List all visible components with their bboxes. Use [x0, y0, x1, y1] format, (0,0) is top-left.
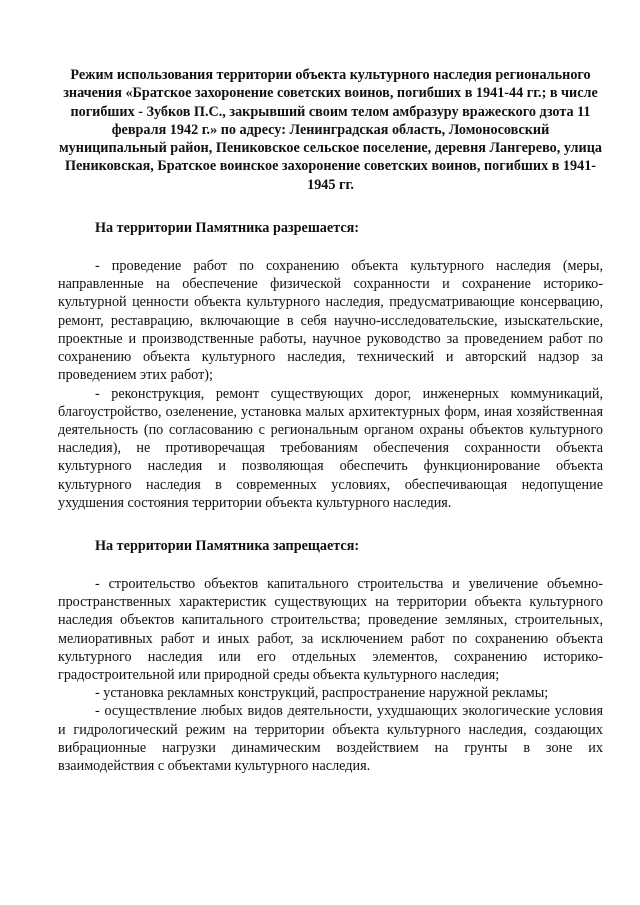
allowed-list — [58, 257, 603, 512]
forbidden-item: - строительство объектов капитального строительства и увеличение объемно-пространственных характеристик существующих на территории объекта культурного наследия объектов капитального строительства; проведение земляных, строительных, мелиоративных работ и иных работ, за исключением работ по сохранению объекта культурного наследия или его отдельных элементов, сохранению историко-градостроительной или природной среды объекта культурного наследия; — [58, 575, 603, 683]
document-page — [58, 66, 603, 775]
allowed-item: - реконструкция, ремонт существующих дорог, инженерных коммуникаций, благоустройство, озеленение, установка малых архитектурных форм, иная хозяйственная деятельность (по согласованию с региональным органом охраны объектов культурного наследия), не противоречащая требованиям обеспечения сохранности объекта культурного наследия и позволяющая обеспечить функционирование объекта культурного наследия в современных условиях, обеспечивающая недопущение ухудшения состояния территории объекта культурного наследия. — [58, 385, 603, 511]
allowed-item: - проведение работ по сохранению объекта культурного наследия (меры, направленные на обеспечение физической сохранности и сохранение историко-культурной ценности объекта культурного наследия, предусматривающие консервацию, ремонт, реставрацию, включающие в себя научно-исследовательские, изыскательские, проектные и производственные работы, научное руководство за проведением работ по сохранению объекта культурного наследия, технический и авторский надзор за проведением этих работ); — [58, 258, 603, 384]
forbidden-heading: На территории Памятника запрещается: — [95, 537, 360, 554]
forbidden-item: - осуществление любых видов деятельности, ухудшающих экологические условия и гидрологический режим на территории объекта культурного наследия, создающих вибрационные нагрузки динамическим воздействием на грунты в зоне их взаимодействия с объектами культурного наследия. — [58, 703, 603, 774]
document-title: Режим использования территории объекта культурного наследия регионального значения «Братское захоронение советских воинов, погибших в 1941-44 гг.; в числе погибших - Зубков П.С., закрывший своим телом амбразуру вражеского дзота 11 февраля 1942 г.» по адресу: Ленинградская область, Ломоносовский муниципальный район, Пениковское сельское поселение, деревня Лангерево, улица Пениковская, Братское воинское захоронение советских воинов, погибших в 1941-1945 гг. — [59, 67, 602, 193]
allowed-heading: На территории Памятника разрешается: — [95, 220, 360, 237]
forbidden-item: - установка рекламных конструкций, распространение наружной рекламы; — [95, 685, 549, 702]
forbidden-list — [58, 575, 603, 775]
